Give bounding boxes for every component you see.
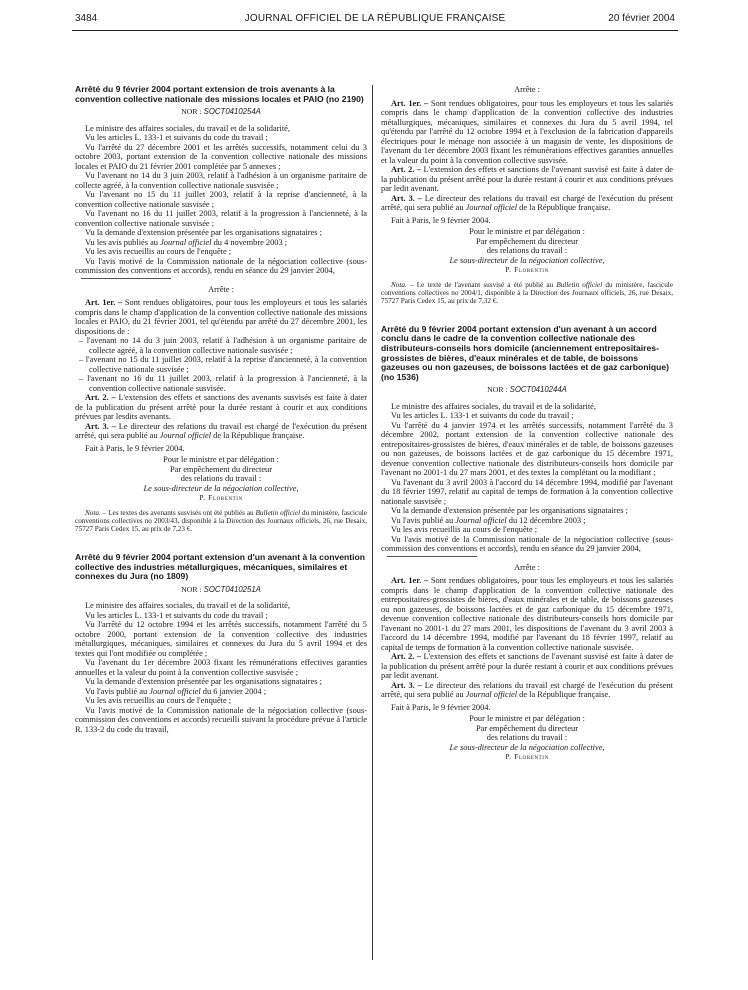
- left-column: [75, 85, 367, 980]
- signing-place-date: Fait à Paris, le 9 février 2004.: [391, 702, 491, 712]
- arrete-heading: Arrête :: [514, 85, 540, 94]
- nota-text: Les textes des avenants susvisés ont été publiés au: [108, 508, 254, 517]
- separator: [387, 556, 477, 557]
- signature-line: Le sous-directeur de la négociation collective,: [449, 742, 605, 752]
- visa-paragraph: Vu la demande d'extension présentée par les organisations signataires ;: [391, 506, 628, 516]
- article-text: Sont rendues obligatoires, pour tous les employeurs et tous les salariés compris dans le champ d'application de la convention collective des industries métallurgiques, mécaniques, similaires et connexes du Jura du 5 avril 1994, tel qu'étendu par l'arrêté du 12 octobre 1994 et à l'exclusion de la fabrication d'appareils électriques pour le ménage non associée à un magasin de vente, les dispositions de l'avenant du 1er décembre 2003 fixant les rémunérations effectives garanties annuelles et la valeur du point à la convention collective susvisée.: [381, 98, 673, 165]
- article-text: de la République française.: [213, 431, 305, 441]
- visa-paragraph: Vu l'arrêté du 12 octobre 1994 et les arrêtés successifs, notamment l'arrêté du 5 octobre 2000, portant extension de la convention collective des industries métallurgiques, mécaniques, similaires et connexes du Jura du 5 avril 1994 et des textes qui l'ont modifiée ou complétée ;: [75, 620, 367, 658]
- article-3: [381, 681, 673, 700]
- signature-line: Pour le ministre et par délégation :: [469, 714, 585, 724]
- nota-text: Le texte de l'avenant susvisé a été publié au: [416, 280, 554, 289]
- right-column: [381, 85, 673, 980]
- article-text: de la République française.: [519, 690, 611, 700]
- visa-paragraph: [75, 687, 367, 697]
- page-header: [75, 13, 675, 29]
- visa-paragraph: Vu les avis recueillis au cours de l'enquête ;: [391, 525, 538, 535]
- visa-paragraph: Vu l'avenant no 16 du 11 juillet 2003, relatif à la progression à l'ancienneté, à la convention collective nationale susvisée ;: [75, 209, 367, 228]
- signer-name: P. Florentin: [199, 493, 243, 503]
- visa-paragraph: Vu l'avenant du 1er décembre 2003 fixant les rémunérations effectives garanties annuelles et la valeur du point à la convention collective susvisée ;: [75, 658, 367, 677]
- issue-date: 20 février 2004: [608, 13, 675, 24]
- journal-officiel-ref: Journal officiel: [149, 686, 201, 696]
- visa-text: Vu les avis publiés au: [85, 237, 158, 247]
- signing-place-date: Fait à Paris, le 9 février 2004.: [85, 443, 185, 453]
- nota-note: [75, 509, 367, 533]
- decree-metallurgie-jura-continued: [381, 85, 673, 305]
- nor-label: NOR :: [487, 385, 508, 395]
- visa-paragraph: Vu les articles L. 133-1 et suivants du code du travail ;: [85, 133, 268, 143]
- article-text: Le directeur des relations du travail est chargé de l'exécution du présent arrêté, qui sera publié au: [381, 680, 673, 700]
- visa-paragraph: Vu l'arrêté du 27 décembre 2001 et les arrêtés successifs, notamment celui du 3 octobre 2003, portant extension de la convention collective nationale des missions locales et PAIO du 21 février 2001 complétée par 5 annexes ;: [75, 142, 367, 171]
- decree-distributeurs-conseils: [381, 325, 673, 762]
- visa-paragraph: Vu l'avis motivé de la Commission nationale de la négociation collective (sous-commission des conventions et accords), rendu en séance du 29 janvier 2004,: [381, 534, 673, 554]
- visa-text: du 4 novembre 2003 ;: [213, 237, 288, 247]
- visa-text: Vu l'avis publié au: [85, 686, 148, 696]
- signing-place-date: Fait à Paris, le 9 février 2004.: [391, 215, 491, 225]
- nota-label: Nota. –: [85, 508, 107, 517]
- visa-text: Vu l'avis publié au: [391, 515, 454, 525]
- signature-line: Le sous-directeur de la négociation collective,: [143, 483, 299, 493]
- signature-line: des relations du travail :: [486, 733, 568, 743]
- journal-officiel-ref: Journal officiel: [455, 515, 507, 525]
- article-label: Art. 3. –: [391, 680, 422, 690]
- spacer: [381, 305, 673, 325]
- visa-paragraph: Le ministre des affaires sociales, du travail et de la solidarité,: [85, 601, 290, 611]
- nota-text: du ministère, fascicule conventions collectives no 2004/1, disponible à la Direction des Journaux officiels, 26, rue Desaix, 75727 Paris Cedex 15, au prix de 7,32 €.: [381, 280, 673, 305]
- visa-paragraph: Vu l'arrêté du 4 janvier 1974 et les arrêtés successifs, notamment l'arrêté du 3 décembre 2002, portant extension de la convention collective nationale des entrepositaires-grossistes de bières, d'eaux minérales et de table, de boissons gazeuses ou non gazeuses, de boissons lactées et de gaz carbonique du 15 décembre 1971, devenue convention collective nationale des distributeurs-conseils hors domicile par l'avenant no 2001-1 du 27 mars 2001, et des textes la complétant ou la modifiant ;: [381, 420, 673, 478]
- visa-paragraph: Vu la demande d'extension présentée par les organisations signataires ;: [85, 677, 322, 687]
- nota-label: Nota. –: [391, 280, 414, 289]
- arrete-heading: Arrête :: [208, 284, 234, 294]
- visa-text: du 6 janvier 2004 ;: [202, 686, 267, 696]
- visa-text: du 12 décembre 2003 ;: [508, 515, 586, 525]
- visa-paragraph: Le ministre des affaires sociales, du travail et de la solidarité,: [85, 123, 290, 133]
- article-text: Sont rendues obligatoires, pour tous les employeurs et tous les salariés compris dans le champ d'application de la convention collective nationale des missions locales et PAIO, du 21 février 2001, tel qu'étendu par arrêté du 27 décembre 2001, les dispositions de :: [75, 298, 367, 336]
- signature-line: Par empêchement du directeur: [475, 723, 579, 733]
- decree-title: Arrêté du 9 février 2004 portant extension d'un avenant à la convention collective des industries métallurgiques, mécaniques, similaires et connexes du Jura (no 1809): [75, 551, 366, 582]
- nota-note: [381, 281, 673, 305]
- article-label: Art. 1er. –: [85, 298, 123, 308]
- article-text: Le directeur des relations du travail est chargé de l'exécution du présent arrêté, qui sera publié au: [381, 193, 673, 212]
- article-label: Art. 2. –: [85, 393, 116, 403]
- visa-paragraph: Vu les articles L. 133-1 et suivants du code du travail ;: [85, 610, 268, 620]
- nor-code: SOCT0410244A: [509, 385, 567, 395]
- visa-paragraph: Vu les articles L. 133-1 et suivants du code du travail ;: [391, 411, 574, 421]
- header-rule: [72, 30, 678, 31]
- journal-title: JOURNAL OFFICIEL DE LA RÉPUBLIQUE FRANÇAISE: [244, 13, 506, 24]
- visa-paragraph: [75, 238, 367, 248]
- visa-paragraph: Le ministre des affaires sociales, du travail et de la solidarité,: [391, 401, 596, 411]
- article-text: L'extension des effets et sanctions de l'avenant susvisé est faite à dater de la publication du présent arrêté pour la durée restant à courir et aux conditions prévues par ledit avenant.: [381, 652, 673, 681]
- journal-officiel-ref: Journal officiel: [159, 431, 212, 441]
- visa-paragraph: Vu l'avenant no 15 du 11 juillet 2003, relatif à la reprise d'ancienneté, à la convention collective nationale susvisée ;: [75, 190, 367, 209]
- spacer: [75, 533, 367, 553]
- article-label: Art. 3. –: [85, 421, 116, 431]
- column-divider: [372, 85, 373, 960]
- list-item: – l'avenant no 15 du 11 juillet 2003, relatif à la reprise d'ancienneté, à la convention collective nationale susvisée ;: [79, 355, 367, 374]
- list-item: – l'avenant no 14 du 3 juin 2003, relatif à l'adhésion à un organisme paritaire de collecte agréé, à la convention collective nationale susvisée ;: [79, 336, 367, 355]
- article-1: [381, 99, 673, 166]
- signature-line: des relations du travail :: [180, 474, 262, 484]
- visa-paragraph: Vu les avis recueillis au cours de l'enquête ;: [85, 247, 232, 257]
- list-item: – l'avenant no 16 du 11 juillet 2003, relatif à la progression à l'ancienneté, à la convention collective nationale susvisée.: [79, 374, 367, 393]
- decree-missions-locales: [75, 85, 367, 533]
- article-2: [75, 393, 367, 422]
- visa-paragraph: Vu l'avis motivé de la Commission nationale de la négociation collective (sous-commission des conventions et accords), rendu en séance du 29 janvier 2004,: [75, 256, 367, 276]
- article-text: L'extension des effets et sanctions de l'avenant susvisé est faite à dater de la publication du présent arrêté pour la durée restant à courir et aux conditions prévues par ledit avenant.: [381, 165, 673, 193]
- article-3: [381, 194, 673, 213]
- article-label: Art. 1er. –: [391, 98, 429, 108]
- signature-line: Le sous-directeur de la négociation collective,: [449, 255, 605, 265]
- article-text: L'extension des effets et sanctions des avenants susvisés est faite à dater de la publication du présent arrêté pour la durée restant à courir et aux conditions prévues par lesdits avenants.: [75, 393, 367, 422]
- page-number: 3484: [75, 13, 98, 24]
- nor-label: NOR :: [181, 584, 202, 594]
- article-1: [381, 576, 673, 652]
- article-2: [381, 652, 673, 681]
- nor-code: SOCT0410251A: [203, 584, 261, 594]
- signature-line: Par empêchement du directeur: [475, 236, 579, 246]
- nota-text: du ministère, fascicule conventions collectives no 2003/43, disponible à la Direction des Journaux officiels, 26, rue Desaix, 75727 Paris Cedex 15, au prix de 7,23 €.: [75, 508, 367, 533]
- visa-paragraph: [381, 516, 673, 526]
- visa-paragraph: Vu les avis recueillis au cours de l'enquête ;: [85, 696, 232, 706]
- separator: [81, 278, 171, 279]
- article-label: Art. 1er. –: [391, 576, 429, 586]
- nor-code: SOCT0410254A: [203, 107, 261, 117]
- article-text: Le directeur des relations du travail est chargé de l'exécution du présent arrêté, qui sera publié au: [75, 421, 367, 441]
- nor-reference: [75, 585, 367, 595]
- decree-title: Arrêté du 9 février 2004 portant extension d'un avenant à un accord conclu dans le cadre de la convention collective nationale des distributeurs-conseils hors domicile (anciennement entrepositaires-grossistes de bières, d'eaux minérales et de table, de boissons gazeuses ou non gazeuses, de boissons lactées et de gaz carbonique) (no 1536): [381, 323, 669, 382]
- nor-label: NOR :: [181, 107, 202, 117]
- article-2: [381, 165, 673, 194]
- signature-line: Par empêchement du directeur: [169, 464, 273, 474]
- nor-reference: [75, 107, 367, 117]
- bulletin-ref: Bulletin officiel: [556, 280, 603, 289]
- signature-line: Pour le ministre et par délégation :: [163, 455, 279, 465]
- article-label: Art. 2. –: [391, 165, 422, 174]
- journal-officiel-ref: Journal officiel: [465, 690, 518, 700]
- signature-line: des relations du travail :: [486, 246, 568, 255]
- article-label: Art. 2. –: [391, 652, 422, 662]
- visa-paragraph: Vu l'avenant no 14 du 3 juin 2003, relatif à l'adhésion à un organisme paritaire de collecte agréé, à la convention collective nationale susvisée ;: [75, 171, 367, 190]
- article-text: Sont rendues obligatoires, pour tous les employeurs et tous les salariés compris dans le champ d'application de la convention collective nationale des entrepositaires-grossistes de bières, d'eaux minérales et de table, de boissons gazeuses ou non gazeuses, de boissons lactées et de gaz carbonique du 15 décembre 1971, devenue convention collective nationale des distributeurs-conseils hors domicile par l'avenant no 2001-1 du 27 mars 2001, les dispositions de l'avenant du 3 avril 2003 à l'accord du 14 décembre 1994, modifié par l'avenant du 18 février 1997, relatif au capital de temps de formation à la convention collective nationale susvisée.: [381, 576, 673, 652]
- journal-officiel-ref: Journal officiel: [160, 237, 212, 247]
- article-1: [75, 298, 367, 336]
- visa-paragraph: Vu la demande d'extension présentée par les organisations signataires ;: [85, 228, 322, 238]
- signer-name: P. Florentin: [505, 752, 549, 762]
- nor-reference: [381, 385, 673, 395]
- signer-name: P. Florentin: [505, 265, 549, 274]
- journal-officiel-ref: Journal officiel: [465, 203, 518, 212]
- decree-metallurgie-jura: [75, 553, 367, 734]
- article-text: de la République française.: [519, 203, 611, 212]
- bulletin-ref: Bulletin officiel: [255, 508, 301, 517]
- article-3: [75, 422, 367, 441]
- article-label: Art. 3. –: [391, 193, 422, 203]
- visa-paragraph: Vu l'avis motivé de la Commission nationale de la négociation collective (sous-commission des conventions et accords) recueilli suivant la procédure prévue à l'article R. 133-2 du code du travail,: [75, 705, 367, 734]
- signature-line: Pour le ministre et par délégation :: [469, 227, 585, 236]
- decree-title: Arrêté du 9 février 2004 portant extension de trois avenants à la convention collective nationale des missions locales et PAIO (no 2190): [75, 85, 364, 104]
- visa-paragraph: Vu l'avenant du 3 avril 2003 à l'accord du 14 décembre 1994, modifié par l'avenant du 18 février 1997, relatif au capital de temps de formation à la convention collective nationale susvisée ;: [381, 477, 673, 506]
- arrete-heading: Arrête :: [514, 562, 540, 572]
